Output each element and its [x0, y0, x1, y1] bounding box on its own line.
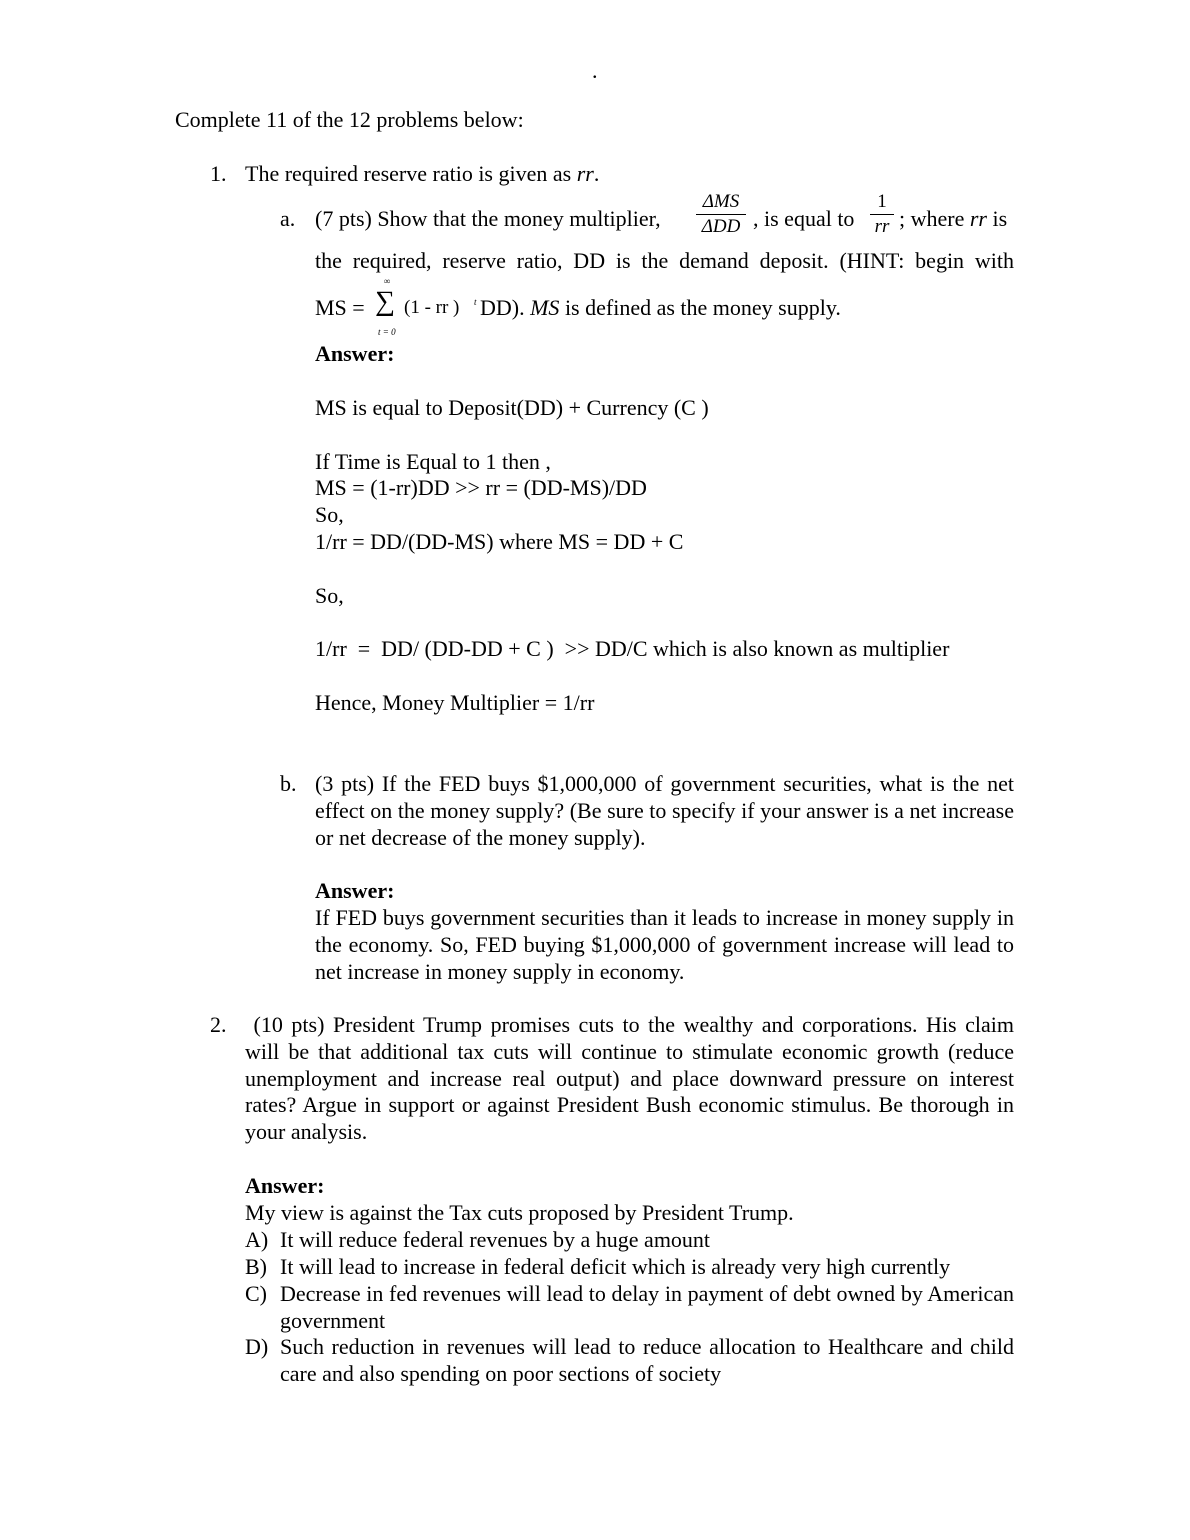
q1b-answer: If FED buys government securities than it leads to increase in money supply in the economy. So, FED buying $1,000,000 of government increase will lead to net increase in money supply in economy. [315, 905, 1014, 984]
q1a-answer-line: 1/rr = DD/(DD-MS) where MS = DD + C [315, 529, 684, 554]
q1a-answer-line: Hence, Money Multiplier = 1/rr [315, 690, 595, 715]
fraction-bar [870, 214, 894, 215]
q1a-answer-line: 1/rr = DD/ (DD-DD + C ) >> DD/C which is also known as multiplier [315, 636, 950, 661]
q2-question: (10 pts) President Trump promises cuts to the wealthy and corporations. His claim will be that additional tax cuts will continue to stimulate economic growth (reduce unemployment and increase real output) and place downward pressure on interest rates? Argue in support or against President Bush economic stimulus. Be thorough in your analysis. [245, 1012, 1020, 1145]
q2-point-label: B) [245, 1254, 267, 1279]
sum-exponent: t [474, 297, 477, 307]
q2-number: 2. [210, 1012, 227, 1037]
fraction-numerator: ΔMS [702, 191, 740, 212]
q1-number: 1. [210, 161, 227, 186]
sum-term: (1 - rr ) [404, 297, 460, 318]
q1a-text-2: , is equal to [753, 206, 855, 231]
q2-point-text: Decrease in fed revenues will lead to delay in payment of debt owned by American government [280, 1281, 1014, 1333]
q1a-answer-line: So, [315, 583, 344, 608]
q1-stem: The required reserve ratio is given as rr. [245, 161, 600, 186]
sigma-lower-limit: t = 0 [378, 327, 396, 337]
q1a-answer-line: MS = (1-rr)DD >> rr = (DD-MS)/DD [315, 475, 647, 500]
q1a-line-2: the required, reserve ratio, DD is the demand deposit. (HINT: begin with [315, 248, 1014, 273]
q1a-ms-label: MS = [315, 295, 365, 320]
q2-point-label: A) [245, 1227, 269, 1252]
sigma-symbol: ∑ [375, 286, 395, 317]
q2-point-label: C) [245, 1281, 267, 1306]
q2-point-text: Such reduction in revenues will lead to reduce allocation to Healthcare and child care and also spending on poor sections of society [280, 1334, 1014, 1386]
fraction-delta-ms-over-delta-dd [696, 191, 746, 238]
fraction-denominator: ΔDD [701, 216, 741, 237]
fraction-numerator: 1 [877, 191, 887, 212]
q1b-letter: b. [280, 771, 297, 796]
q1a-answer-line: So, [315, 502, 344, 527]
q1a-answer-label: Answer: [315, 341, 395, 366]
q1a-answer-line: If Time is Equal to 1 then , [315, 449, 551, 474]
q1a-letter: a. [280, 206, 296, 231]
q2-point-text: It will reduce federal revenues by a huge amount [280, 1227, 711, 1252]
header-dot: . [592, 58, 598, 83]
q2-answer-intro: My view is against the Tax cuts proposed by President Trump. [245, 1200, 794, 1225]
fraction-one-over-rr [870, 191, 894, 238]
fraction-denominator: rr [874, 216, 890, 237]
q1b-answer-label: Answer: [315, 878, 395, 903]
q1a-answer-line: MS is equal to Deposit(DD) + Currency (C ) [315, 395, 709, 420]
sigma-upper-limit: ∞ [384, 276, 391, 286]
fraction-bar [696, 214, 746, 215]
q2-point-text: It will lead to increase in federal deficit which is already very high currently [280, 1254, 951, 1279]
q2-point-label: D) [245, 1334, 269, 1359]
q1a-text-3: ; where rr is [899, 206, 1008, 231]
q1b-question: (3 pts) If the FED buys $1,000,000 of government securities, what is the net effect on the money supply? (Be sure to specify if your answer is a net increase or net decrease of the money supply). [315, 771, 1014, 850]
q2-answer-label: Answer: [245, 1173, 325, 1198]
q1a-text-1: (7 pts) Show that the money multiplier, [315, 206, 661, 231]
q1a-ms-definition: DD). MS is defined as the money supply. [480, 295, 841, 320]
intro-line: Complete 11 of the 12 problems below: [175, 107, 524, 132]
